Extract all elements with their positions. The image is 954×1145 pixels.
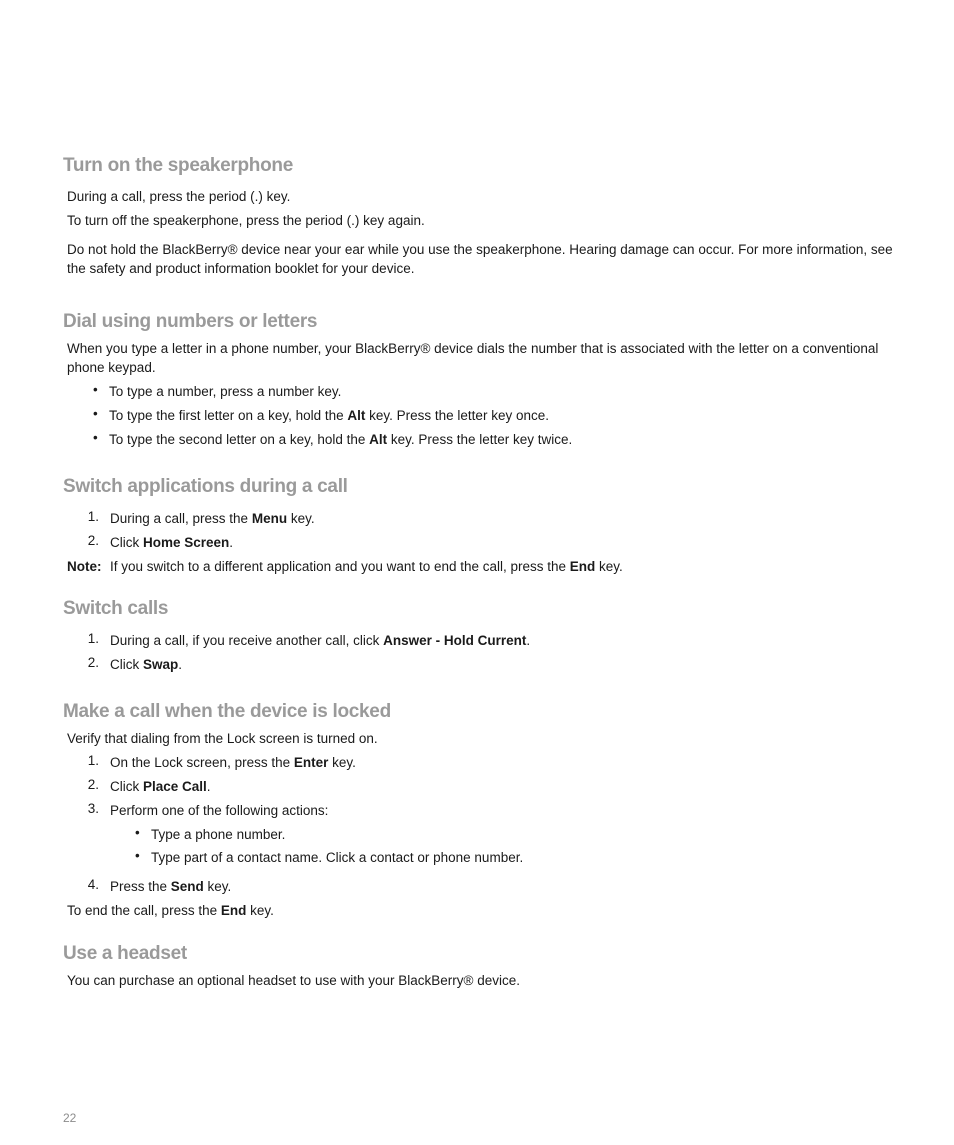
speakerphone-warning: Do not hold the BlackBerry® device near your ear while you use the speakerphone. Hearing damage can occur. For more information, see the safety and product information booklet for your device.: [67, 242, 893, 276]
sub-list-item: Type a phone number.: [151, 827, 286, 842]
dial-heading: Dial using numbers or letters: [63, 311, 318, 332]
locked-call-heading: Make a call when the device is locked: [63, 701, 391, 722]
page-number: 22: [63, 1111, 77, 1125]
sub-list-item: Type part of a contact name. Click a contact or phone number.: [151, 850, 524, 865]
headset-heading: Use a headset: [63, 943, 187, 964]
switch-calls-heading: Switch calls: [63, 598, 169, 619]
step-text: Perform one of the following actions:: [110, 803, 329, 818]
list-item: To type the first letter on a key, hold the Alt key. Press the letter key once.: [109, 408, 549, 423]
step-text: During a call, if you receive another call, click Answer - Hold Current.: [110, 633, 531, 648]
step-number: 2.: [87, 655, 99, 670]
step-text: Click Home Screen.: [110, 535, 234, 550]
locked-call-intro: Verify that dialing from the Lock screen is turned on.: [67, 731, 378, 746]
step-number: 3.: [87, 801, 99, 816]
step-text: Click Swap.: [110, 657, 183, 672]
bullet: •: [93, 382, 98, 397]
bullet: •: [93, 430, 98, 445]
step-text: On the Lock screen, press the Enter key.: [110, 755, 356, 770]
bullet: •: [135, 848, 140, 863]
speakerphone-heading: Turn on the speakerphone: [63, 155, 293, 176]
headset-text: You can purchase an optional headset to use with your BlackBerry® device.: [67, 973, 520, 988]
step-number: 2.: [87, 533, 99, 548]
step-number: 1.: [87, 509, 99, 524]
dial-intro: When you type a letter in a phone number, your BlackBerry® device dials the number that is associated with the letter on a conventional phone keypad.: [67, 341, 879, 375]
note-label: Note:: [67, 559, 102, 574]
step-text: Press the Send key.: [110, 879, 232, 894]
bullet: •: [93, 406, 98, 421]
step-number: 2.: [87, 777, 99, 792]
step-number: 4.: [87, 877, 99, 892]
locked-call-end-text: To end the call, press the End key.: [67, 903, 274, 918]
list-item: To type a number, press a number key.: [109, 384, 342, 399]
speakerphone-step: During a call, press the period (.) key.: [67, 189, 291, 204]
step-text: Click Place Call.: [110, 779, 211, 794]
bullet: •: [135, 825, 140, 840]
step-number: 1.: [87, 753, 99, 768]
switch-apps-heading: Switch applications during a call: [63, 476, 348, 497]
step-number: 1.: [87, 631, 99, 646]
list-item: To type the second letter on a key, hold the Alt key. Press the letter key twice.: [109, 432, 573, 447]
step-text: During a call, press the Menu key.: [110, 511, 315, 526]
speakerphone-off-text: To turn off the speakerphone, press the period (.) key again.: [67, 213, 425, 228]
note-text: If you switch to a different application and you want to end the call, press the End key.: [110, 559, 623, 574]
